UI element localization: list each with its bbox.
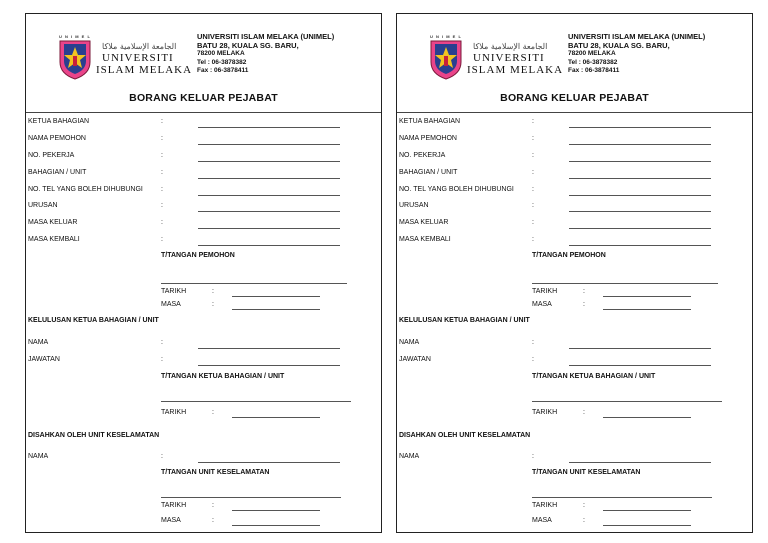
form-title: BORANG KELUAR PEJABAT — [500, 92, 649, 104]
field-input-line[interactable] — [198, 144, 340, 145]
applicant-signature-line[interactable] — [161, 283, 347, 284]
field-input-line[interactable] — [569, 245, 711, 246]
date-colon: : — [583, 288, 585, 295]
field-colon: : — [532, 202, 534, 209]
field-colon: : — [161, 135, 163, 142]
logo-name-line1: UNIVERSITI — [473, 52, 545, 64]
field-label: NAMA — [28, 453, 49, 460]
time-colon: : — [212, 301, 214, 308]
field-colon: : — [532, 118, 534, 125]
logo-name-line2: ISLAM MELAKA — [467, 64, 564, 76]
address-fax: Fax : 06-3878411 — [197, 67, 249, 75]
field-input-line[interactable] — [569, 195, 711, 196]
field-label: NAMA PEMOHON — [28, 135, 86, 142]
applicant-signature-line[interactable] — [532, 283, 718, 284]
field-label: NO. PEKERJA — [399, 152, 446, 159]
time-input-line[interactable] — [603, 309, 691, 310]
approval-section-heading: KELULUSAN KETUA BAHAGIAN / UNIT — [28, 317, 159, 324]
address-line2: BATU 28, KUALA SG. BARU, — [568, 40, 670, 50]
logo-name-line1: UNIVERSITI — [102, 52, 174, 64]
form-header — [26, 14, 381, 108]
safety-section-heading: DISAHKAN OLEH UNIT KESELAMATAN — [28, 432, 160, 439]
field-input-line[interactable] — [569, 144, 711, 145]
field-row — [26, 356, 381, 370]
time-label: MASA — [532, 517, 552, 524]
field-row — [26, 118, 381, 132]
field-row — [397, 356, 752, 370]
field-row — [397, 453, 752, 467]
address-tel: Tel : 06-3878382 — [568, 58, 618, 66]
date-colon: : — [212, 409, 214, 416]
field-colon: : — [161, 453, 163, 460]
safety-signature-line[interactable] — [532, 497, 712, 498]
unimel-logo — [428, 34, 564, 88]
date-input-line[interactable] — [232, 296, 320, 297]
date-label: TARIKH — [161, 502, 187, 509]
logo-arabic-text: الجامعة الإسلامية ملاكا — [473, 42, 548, 51]
crest-icon — [428, 36, 464, 80]
field-label: NAMA — [28, 339, 49, 346]
address-line2: BATU 28, KUALA SG. BARU, — [197, 40, 299, 50]
field-label: NO. PEKERJA — [28, 152, 75, 159]
date-label: TARIKH — [532, 502, 558, 509]
logo-arabic-text: الجامعة الإسلامية ملاكا — [102, 42, 177, 51]
field-input-line[interactable] — [569, 462, 711, 463]
university-address — [197, 33, 334, 76]
head-signature-line[interactable] — [532, 401, 722, 402]
field-colon: : — [161, 118, 163, 125]
header-divider — [26, 112, 381, 113]
field-label: NAMA — [399, 339, 420, 346]
office-leave-form-left — [25, 13, 382, 533]
head-signature-line[interactable] — [161, 401, 351, 402]
field-row — [26, 339, 381, 353]
field-label: BAHAGIAN / UNIT — [28, 169, 87, 176]
field-input-line[interactable] — [569, 211, 711, 212]
field-label: MASA KELUAR — [28, 219, 78, 226]
safety-signature-line[interactable] — [161, 497, 341, 498]
date-input-line[interactable] — [232, 417, 320, 418]
address-line1: UNIVERSITI ISLAM MELAKA (UNIMEL) — [568, 32, 706, 41]
time-input-line[interactable] — [232, 525, 320, 526]
form-header — [397, 14, 752, 108]
field-input-line[interactable] — [569, 348, 711, 349]
field-row — [26, 236, 381, 250]
field-row — [397, 135, 752, 149]
address-tel: Tel : 06-3878382 — [197, 58, 247, 66]
field-row — [397, 169, 752, 183]
field-row — [26, 186, 381, 200]
field-row — [397, 236, 752, 250]
field-row — [26, 169, 381, 183]
field-input-line[interactable] — [198, 245, 340, 246]
date-input-line[interactable] — [232, 510, 320, 511]
field-input-line[interactable] — [198, 348, 340, 349]
field-input-line[interactable] — [198, 462, 340, 463]
field-row — [26, 152, 381, 166]
office-leave-form-right — [396, 13, 753, 533]
field-label: JAWATAN — [399, 356, 431, 363]
field-row — [397, 152, 752, 166]
field-row — [397, 186, 752, 200]
logo-ribbon-text: U N I M E L — [59, 34, 91, 39]
field-input-line[interactable] — [198, 127, 340, 128]
time-colon: : — [212, 517, 214, 524]
field-label: MASA KEMBALI — [399, 236, 451, 243]
address-line3: 78200 MELAKA — [197, 50, 245, 58]
date-colon: : — [583, 502, 585, 509]
field-label: NO. TEL YANG BOLEH DIHUBUNGI — [28, 186, 143, 193]
field-colon: : — [161, 186, 163, 193]
field-label: NO. TEL YANG BOLEH DIHUBUNGI — [399, 186, 514, 193]
field-input-line[interactable] — [198, 178, 340, 179]
field-colon: : — [532, 339, 534, 346]
head-signature-label: T/TANGAN KETUA BAHAGIAN / UNIT — [161, 373, 285, 380]
field-input-line[interactable] — [569, 127, 711, 128]
time-label: MASA — [532, 301, 552, 308]
field-label: MASA KEMBALI — [28, 236, 80, 243]
field-label: MASA KELUAR — [399, 219, 449, 226]
field-row — [26, 202, 381, 216]
field-colon: : — [532, 152, 534, 159]
date-colon: : — [212, 288, 214, 295]
logo-ribbon-text: U N I M E L — [430, 34, 462, 39]
address-fax: Fax : 06-3878411 — [568, 67, 620, 75]
field-colon: : — [532, 169, 534, 176]
safety-section-heading: DISAHKAN OLEH UNIT KESELAMATAN — [399, 432, 531, 439]
header-divider — [397, 112, 752, 113]
field-colon: : — [161, 356, 163, 363]
time-label: MASA — [161, 301, 181, 308]
safety-signature-label: T/TANGAN UNIT KESELAMATAN — [532, 469, 641, 476]
time-label: MASA — [161, 517, 181, 524]
date-colon: : — [212, 502, 214, 509]
field-row — [26, 135, 381, 149]
field-input-line[interactable] — [198, 228, 340, 229]
address-line1: UNIVERSITI ISLAM MELAKA (UNIMEL) — [197, 32, 335, 41]
field-colon: : — [532, 135, 534, 142]
head-signature-label: T/TANGAN KETUA BAHAGIAN / UNIT — [532, 373, 656, 380]
address-line3: 78200 MELAKA — [568, 50, 616, 58]
field-input-line[interactable] — [198, 195, 340, 196]
field-input-line[interactable] — [198, 365, 340, 366]
field-row — [397, 339, 752, 353]
field-input-line[interactable] — [198, 161, 340, 162]
field-colon: : — [161, 202, 163, 209]
field-input-line[interactable] — [569, 161, 711, 162]
date-label: TARIKH — [532, 409, 558, 416]
field-row — [397, 118, 752, 132]
field-input-line[interactable] — [569, 365, 711, 366]
field-colon: : — [161, 219, 163, 226]
field-input-line[interactable] — [569, 178, 711, 179]
approval-section-heading: KELULUSAN KETUA BAHAGIAN / UNIT — [399, 317, 530, 324]
time-input-line[interactable] — [603, 525, 691, 526]
date-label: TARIKH — [532, 288, 558, 295]
field-label: URUSAN — [28, 202, 58, 209]
time-colon: : — [583, 517, 585, 524]
date-colon: : — [583, 409, 585, 416]
field-row — [397, 202, 752, 216]
date-input-line[interactable] — [603, 417, 691, 418]
university-address — [568, 33, 705, 76]
field-colon: : — [161, 169, 163, 176]
applicant-signature-label: T/TANGAN PEMOHON — [532, 252, 606, 259]
date-input-line[interactable] — [603, 296, 691, 297]
field-label: JAWATAN — [28, 356, 60, 363]
field-colon: : — [161, 236, 163, 243]
date-label: TARIKH — [161, 409, 187, 416]
field-colon: : — [532, 236, 534, 243]
field-input-line[interactable] — [569, 228, 711, 229]
field-label: BAHAGIAN / UNIT — [399, 169, 458, 176]
time-input-line[interactable] — [232, 309, 320, 310]
date-input-line[interactable] — [603, 510, 691, 511]
logo-name-line2: ISLAM MELAKA — [96, 64, 193, 76]
field-colon: : — [532, 186, 534, 193]
applicant-signature-label: T/TANGAN PEMOHON — [161, 252, 235, 259]
safety-signature-label: T/TANGAN UNIT KESELAMATAN — [161, 469, 270, 476]
unimel-logo — [57, 34, 193, 88]
field-colon: : — [532, 356, 534, 363]
date-label: TARIKH — [161, 288, 187, 295]
field-colon: : — [532, 219, 534, 226]
field-row — [26, 219, 381, 233]
crest-icon — [57, 36, 93, 80]
field-row — [26, 453, 381, 467]
field-row — [397, 219, 752, 233]
field-label: NAMA PEMOHON — [399, 135, 457, 142]
field-colon: : — [161, 339, 163, 346]
field-colon: : — [161, 152, 163, 159]
field-input-line[interactable] — [198, 211, 340, 212]
field-label: KETUA BAHAGIAN — [399, 118, 461, 125]
form-title: BORANG KELUAR PEJABAT — [129, 92, 278, 104]
field-label: NAMA — [399, 453, 420, 460]
field-label: KETUA BAHAGIAN — [28, 118, 90, 125]
time-colon: : — [583, 301, 585, 308]
field-label: URUSAN — [399, 202, 429, 209]
field-colon: : — [532, 453, 534, 460]
